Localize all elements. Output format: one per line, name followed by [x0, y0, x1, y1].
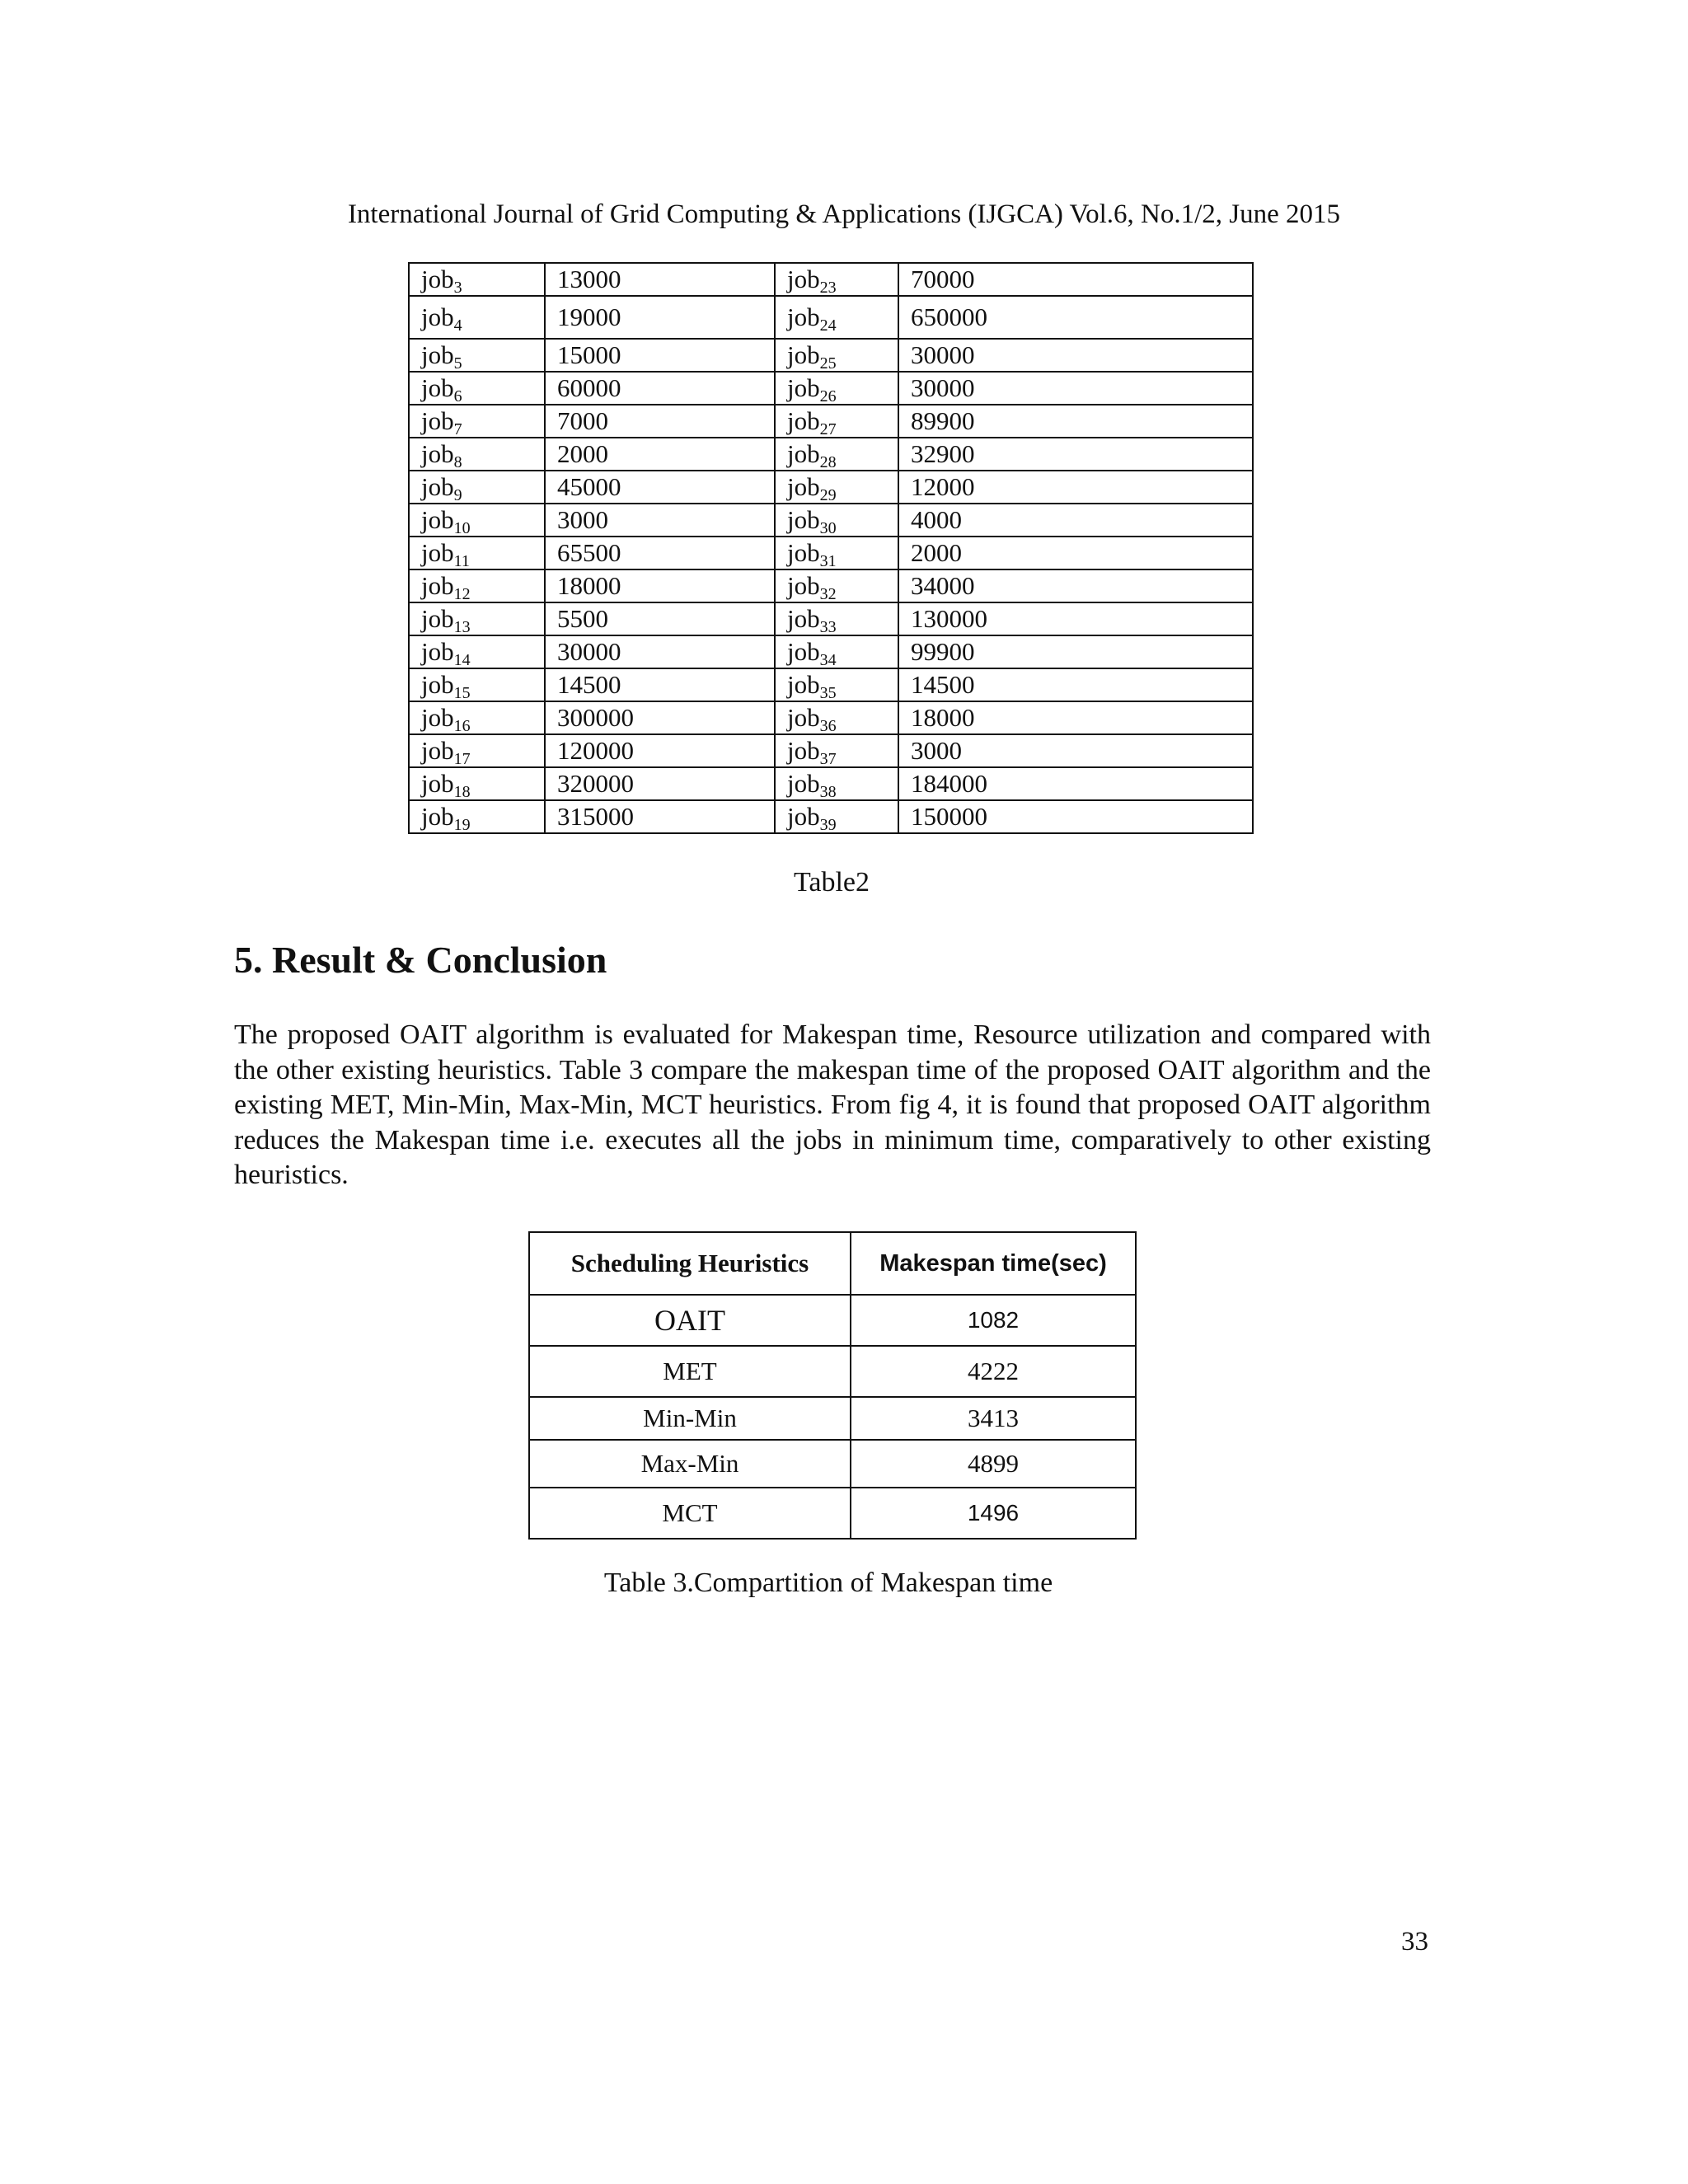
job-id-cell: [775, 602, 898, 635]
table-row: [409, 602, 1253, 635]
job-id-cell: [409, 263, 545, 296]
job-index: 10: [453, 519, 471, 537]
table-row: [529, 1397, 1136, 1440]
job-id-cell: [409, 767, 545, 800]
table-row: [409, 569, 1253, 602]
job-index: 16: [453, 717, 471, 735]
job-label: job: [421, 505, 454, 534]
job-index: 15: [453, 684, 471, 702]
job-label: job: [787, 373, 820, 402]
job-index: 8: [453, 453, 462, 471]
job-id-cell: [409, 602, 545, 635]
table3-header-makespan: Makespan time(sec): [851, 1232, 1136, 1295]
job-label: job: [421, 802, 454, 831]
job-label: job: [787, 604, 820, 633]
job-size-cell: 30000: [898, 339, 1253, 372]
job-label: job: [787, 703, 820, 732]
makespan-value: 3413: [851, 1397, 1136, 1440]
table-row: [529, 1440, 1136, 1488]
job-index: 33: [819, 618, 837, 636]
job-label: job: [787, 472, 820, 501]
job-id-cell: [409, 339, 545, 372]
job-id-cell: [775, 701, 898, 734]
job-size-cell: 65500: [545, 537, 775, 569]
job-id-cell: [409, 372, 545, 405]
job-index: 26: [819, 387, 837, 405]
job-size-cell: 19000: [545, 296, 775, 339]
job-index: 19: [453, 816, 471, 834]
job-id-cell: [409, 504, 545, 537]
job-index: 5: [453, 354, 462, 373]
table-row: [409, 339, 1253, 372]
job-id-cell: [409, 800, 545, 833]
job-id-cell: [409, 635, 545, 668]
makespan-table: [528, 1231, 1137, 1540]
job-label: job: [787, 340, 820, 369]
job-size-cell: 120000: [545, 734, 775, 767]
job-label: job: [421, 340, 454, 369]
job-size-cell: 5500: [545, 602, 775, 635]
job-label: job: [421, 302, 454, 331]
job-label: job: [787, 505, 820, 534]
job-size-cell: 4000: [898, 504, 1253, 537]
job-id-cell: [409, 734, 545, 767]
job-size-cell: 2000: [545, 438, 775, 471]
job-size-cell: 70000: [898, 263, 1253, 296]
job-label: job: [787, 439, 820, 468]
job-size-cell: 13000: [545, 263, 775, 296]
heuristic-name: Min-Min: [529, 1397, 851, 1440]
job-id-cell: [775, 767, 898, 800]
job-index: 29: [819, 486, 837, 504]
job-label: job: [421, 604, 454, 633]
job-label: job: [421, 373, 454, 402]
job-size-cell: 300000: [545, 701, 775, 734]
table-row: [409, 668, 1253, 701]
job-size-cell: 320000: [545, 767, 775, 800]
job-size-cell: 15000: [545, 339, 775, 372]
job-size-cell: 32900: [898, 438, 1253, 471]
job-label: job: [421, 265, 454, 293]
job-id-cell: [775, 635, 898, 668]
job-id-cell: [409, 438, 545, 471]
job-index: 39: [819, 816, 837, 834]
job-label: job: [421, 670, 454, 699]
job-index: 34: [819, 651, 837, 669]
job-size-cell: 99900: [898, 635, 1253, 668]
job-index: 9: [453, 486, 462, 504]
job-label: job: [421, 703, 454, 732]
job-label: job: [787, 769, 820, 798]
job-index: 4: [453, 316, 462, 335]
job-label: job: [421, 571, 454, 600]
job-size-cell: 30000: [545, 635, 775, 668]
job-label: job: [787, 736, 820, 765]
job-label: job: [421, 406, 454, 435]
makespan-value: 1496: [851, 1488, 1136, 1539]
job-id-cell: [409, 296, 545, 339]
job-id-cell: [775, 405, 898, 438]
job-size-cell: 3000: [898, 734, 1253, 767]
job-id-cell: [775, 438, 898, 471]
table-row: [409, 701, 1253, 734]
job-label: job: [421, 472, 454, 501]
table-row: [529, 1488, 1136, 1539]
job-size-cell: 89900: [898, 405, 1253, 438]
job-index: 13: [453, 618, 471, 636]
job-index: 3: [453, 279, 462, 297]
job-id-cell: [409, 569, 545, 602]
job-id-cell: [775, 569, 898, 602]
job-size-cell: 2000: [898, 537, 1253, 569]
table-row: [409, 438, 1253, 471]
job-index: 38: [819, 783, 837, 801]
heuristic-name: MCT: [529, 1488, 851, 1539]
job-size-cell: 18000: [898, 701, 1253, 734]
job-label: job: [787, 670, 820, 699]
job-id-cell: [775, 734, 898, 767]
job-index: 23: [819, 279, 837, 297]
job-index: 37: [819, 750, 837, 768]
job-id-cell: [775, 339, 898, 372]
job-index: 24: [819, 316, 837, 335]
table-row: [529, 1346, 1136, 1397]
job-label: job: [787, 571, 820, 600]
job-label: job: [421, 736, 454, 765]
job-index: 17: [453, 750, 471, 768]
job-size-cell: 3000: [545, 504, 775, 537]
makespan-value: 4222: [851, 1346, 1136, 1397]
table-row: [409, 800, 1253, 833]
job-label: job: [421, 538, 454, 567]
job-index: 11: [453, 552, 470, 570]
job-id-cell: [409, 471, 545, 504]
job-size-cell: 60000: [545, 372, 775, 405]
job-size-cell: 34000: [898, 569, 1253, 602]
job-id-cell: [409, 537, 545, 569]
table-row: [409, 471, 1253, 504]
job-id-cell: [775, 372, 898, 405]
heuristic-name: Max-Min: [529, 1440, 851, 1488]
job-label: job: [787, 265, 820, 293]
job-index: 32: [819, 585, 837, 603]
job-id-cell: [775, 800, 898, 833]
job-index: 30: [819, 519, 837, 537]
job-size-cell: 30000: [898, 372, 1253, 405]
job-id-cell: [775, 471, 898, 504]
job-id-cell: [775, 504, 898, 537]
job-size-cell: 14500: [545, 668, 775, 701]
table-row: [409, 635, 1253, 668]
job-index: 12: [453, 585, 471, 603]
job-size-cell: 14500: [898, 668, 1253, 701]
job-size-table-body: [409, 263, 1253, 833]
job-size-cell: 315000: [545, 800, 775, 833]
job-label: job: [787, 637, 820, 666]
section-title: 5. Result & Conclusion: [234, 939, 607, 981]
table-row: [409, 537, 1253, 569]
job-index: 31: [819, 552, 837, 570]
table2-caption: Table2: [793, 867, 870, 898]
job-index: 35: [819, 684, 837, 702]
job-index: 25: [819, 354, 837, 373]
running-header: International Journal of Grid Computing & Applications (IJGCA) Vol.6, No.1/2, June 2015: [347, 199, 1341, 229]
job-index: 27: [819, 420, 837, 438]
job-label: job: [787, 802, 820, 831]
job-label: job: [787, 538, 820, 567]
table3-header-heuristics: Scheduling Heuristics: [529, 1232, 851, 1295]
job-id-cell: [409, 701, 545, 734]
table-row: [409, 263, 1253, 296]
table-row: [529, 1295, 1136, 1346]
job-index: 28: [819, 453, 837, 471]
job-size-cell: 184000: [898, 767, 1253, 800]
table-row: [409, 734, 1253, 767]
job-size-cell: 650000: [898, 296, 1253, 339]
table-row: [409, 405, 1253, 438]
table-row: [409, 767, 1253, 800]
page-number: 33: [1401, 1927, 1428, 1957]
job-size-cell: 45000: [545, 471, 775, 504]
job-index: 14: [453, 651, 471, 669]
job-index: 7: [453, 420, 462, 438]
job-size-cell: 150000: [898, 800, 1253, 833]
job-size-cell: 12000: [898, 471, 1253, 504]
table-row: [409, 504, 1253, 537]
job-index: 18: [453, 783, 471, 801]
job-label: job: [787, 406, 820, 435]
job-size-cell: 7000: [545, 405, 775, 438]
table-row: [409, 296, 1253, 339]
makespan-value: 4899: [851, 1440, 1136, 1488]
job-index: 36: [819, 717, 837, 735]
job-label: job: [421, 439, 454, 468]
job-size-table: [408, 262, 1254, 834]
heuristic-name: OAIT: [529, 1295, 851, 1346]
job-size-cell: 130000: [898, 602, 1253, 635]
job-id-cell: [409, 668, 545, 701]
job-id-cell: [775, 668, 898, 701]
job-index: 6: [453, 387, 462, 405]
job-id-cell: [775, 296, 898, 339]
job-label: job: [421, 637, 454, 666]
table3-caption: Table 3.Compartition of Makespan time: [603, 1568, 1053, 1598]
heuristic-name: MET: [529, 1346, 851, 1397]
makespan-value: 1082: [851, 1295, 1136, 1346]
job-id-cell: [409, 405, 545, 438]
job-label: job: [787, 302, 820, 331]
job-id-cell: [775, 537, 898, 569]
job-id-cell: [775, 263, 898, 296]
job-label: job: [421, 769, 454, 798]
table-row: [409, 372, 1253, 405]
section-paragraph: The proposed OAIT algorithm is evaluated for Makespan time, Resource utilization and compared with the other existing heuristics. Table 3 compare the makespan time of the proposed OAIT algorithm and the existing MET, Min-Min, Max-Min, MCT heuristics. From fig 4, it is found that proposed OAIT algorithm reduces the Makespan time i.e. executes all the jobs in minimum time, comparatively to other existing heuristics.: [234, 1019, 1431, 1190]
job-size-cell: 18000: [545, 569, 775, 602]
